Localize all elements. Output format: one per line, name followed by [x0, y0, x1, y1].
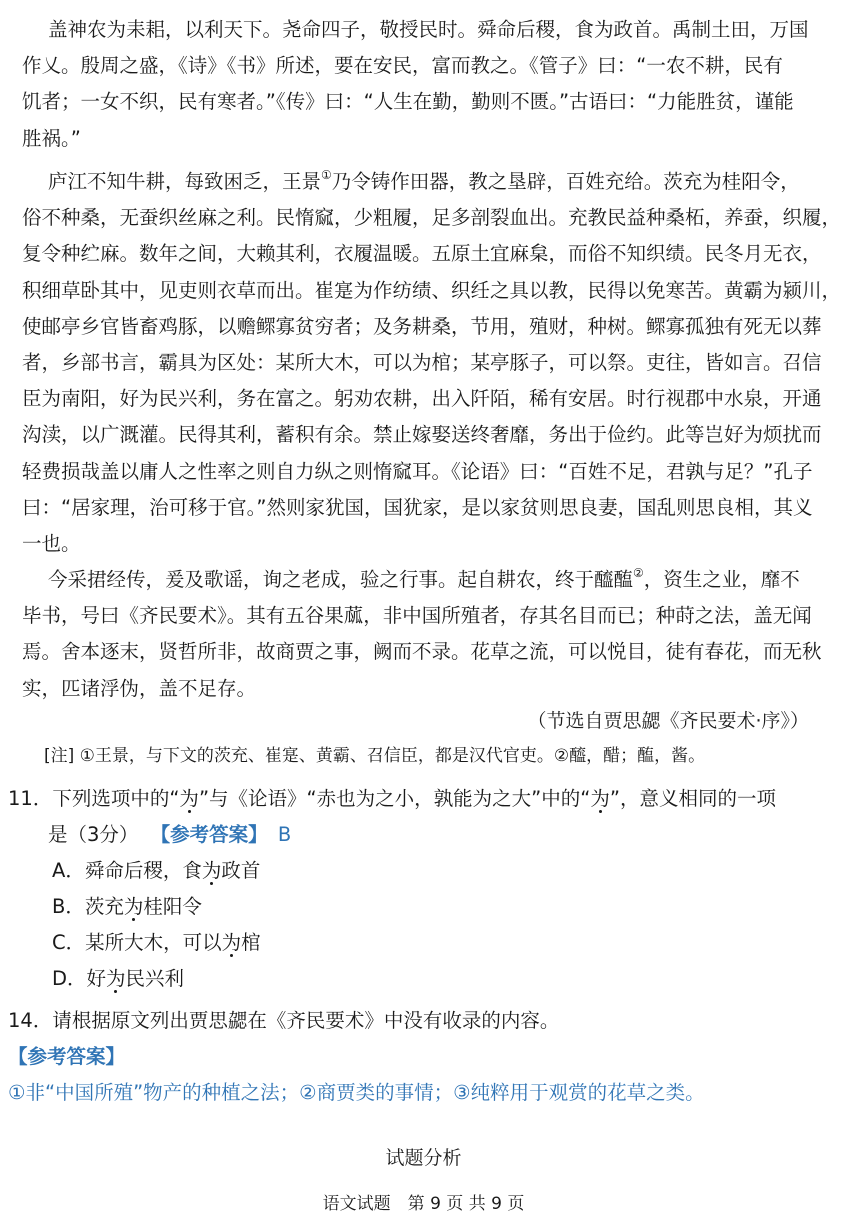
line-text: 者，乡部书言，霸具为区处：某所大木，可以为棺；某亭豚子，可以祭。吏往，皆如言。召信 — [22, 351, 822, 375]
emphasis-char: 为 — [221, 931, 242, 954]
passage-line: 饥者；一女不织，民有寒者。”《传》曰：“人生在勤，勤则不匮。”古语曰：“力能胜贫，谨能 — [22, 90, 794, 114]
passage-line — [22, 555, 828, 598]
line-text: 焉。舍本逐末，贤哲所非，故商贾之事，阙而不录。花草之流，可以悦目，徒有春花，而无秋 — [22, 640, 822, 664]
line-text: 曰：“居家理，治可移于官。”然则家犹国，国犹家，是以家贫则思良妻，国乱则思良相，其义 — [22, 495, 813, 519]
passage-line — [22, 345, 828, 381]
passage-line — [22, 490, 828, 526]
passage-line: 作乂。殷周之盛，《诗》《书》所述，要在安民，富而教之。《管子》曰：“一农不耕，民有 — [22, 54, 783, 78]
emphasis-char: 为 — [590, 787, 610, 810]
option-d — [52, 962, 184, 996]
emphasis-char: 为 — [201, 859, 222, 882]
passage-line — [22, 381, 828, 417]
line-text: 乃令铸作田器，教之垦辟，百姓充给。茨充为桂阳令， — [331, 170, 800, 193]
line-text: 沟渎，以广溉灌。民得其利，蓄积有余。禁止嫁娶送终奢靡，务出于俭约。此等岂好为烦扰而 — [22, 423, 822, 447]
line-text: 臣为南阳，好为民兴利，务在富之。躬劝农耕，出入阡陌，稀有安居。时行视郡中水泉，开通 — [22, 387, 822, 411]
emphasis-char: 为 — [106, 967, 126, 990]
line-text: 使邮亭乡官皆畜鸡豚，以赡鳏寡贫穷者；及务耕桑，节用，殖财，种树。鳏寡孤独有死无以葬 — [22, 314, 822, 338]
passage-line — [22, 454, 828, 490]
line-text: 庐江不知牛耕，每致困乏，王景 — [48, 170, 322, 193]
answer-label: 【参考答案】 — [150, 823, 268, 846]
option-text: C．某所大木，可以 — [52, 931, 222, 954]
passage-line — [22, 417, 828, 453]
page-footer: 语文试题 第 9 页 共 9 页 — [322, 1194, 525, 1214]
option-text: 政首 — [221, 859, 261, 882]
passage-line — [22, 157, 828, 200]
passage-line — [22, 236, 828, 272]
footnote-marker: ② — [633, 566, 644, 580]
passage-paragraph-2 — [22, 157, 842, 562]
emphasis-char: 为 — [179, 787, 199, 810]
line-text: 轻费损哉盖以庸人之性率之则自力纵之则惰窳耳。《论语》曰：“百姓不足，君孰与足？”孔子 — [22, 459, 813, 483]
line-text: 俗不种桑，无蚕织丝麻之利。民惰窳，少粗履，足多剖裂血出。充教民益种桑柘，养蚕，织履， — [22, 206, 842, 230]
footnote-marker: ① — [321, 168, 332, 182]
passage-line — [22, 598, 828, 634]
emphasis-char: 为 — [123, 895, 144, 918]
line-text: 毕书，号曰《齐民要术》。其有五谷果蓏，非中国所殖者，存其名目而已；种莳之法，盖无闻 — [22, 604, 812, 628]
passage-paragraph-3 — [22, 555, 828, 707]
question-14-answer: ①非“中国所殖”物产的种植之法；②商贾类的事情；③纯粹用于观赏的花草之类。 — [8, 1081, 705, 1104]
passage-line — [22, 273, 842, 309]
annotation-note: [注] ①王景，与下文的茨充、崔寔、黄霸、召信臣，都是汉代官吏。②醯，醋；醢，酱。 — [44, 746, 706, 766]
answer-value: B — [277, 823, 292, 846]
line-text: 复令种纻麻。数年之间，大赖其利，衣履温暖。五原土宜麻枲，而俗不知织绩。民冬月无衣， — [22, 242, 822, 266]
passage-line: 盖神农为耒耜，以利天下。尧命四子，敬授民时。舜命后稷，食为政首。禹制土田，万国 — [48, 18, 809, 41]
passage-line — [22, 309, 828, 345]
line-text: 一也。 — [22, 532, 81, 556]
option-text: 民兴利 — [125, 967, 185, 990]
analysis-title: 试题分析 — [385, 1147, 462, 1169]
question-14-answer-label: 【参考答案】 — [8, 1045, 126, 1068]
question-11-line-2: 是（3分） 【参考答案】 B — [48, 823, 292, 846]
option-b — [52, 890, 202, 924]
passage-line — [22, 200, 842, 236]
passage-paragraph-1 — [22, 12, 828, 157]
line-text: ，资生之业，靡不 — [643, 568, 800, 591]
option-c — [52, 926, 261, 960]
option-text: 棺 — [241, 931, 261, 954]
line-text: 积细草卧其中，见吏则衣草而出。崔寔为作纺绩、织纴之具以教，民得以免寒苦。黄霸为颍川， — [22, 278, 842, 302]
passage-line: 胜祸。” — [22, 126, 81, 150]
option-text: 桂阳令 — [143, 895, 202, 918]
passage-line — [22, 634, 828, 670]
source-citation: （节选自贾思勰《齐民要术·序》） — [527, 710, 809, 732]
question-11-line-1: 11．下列选项中的“为”与《论语》“赤也为之小，孰能为之大”中的“为”，意义相同的一项 — [8, 787, 776, 810]
option-a — [52, 854, 260, 888]
passage-line — [22, 671, 828, 707]
line-text: 今采捃经传，爰及歌谣，询之老成，验之行事。起自耕农，终于醯醢 — [48, 568, 634, 591]
line-text: 实，匹诸浮伪，盖不足存。 — [22, 676, 257, 700]
option-text: A．舜命后稷，食 — [52, 859, 202, 882]
option-text: B．茨充 — [52, 895, 124, 918]
option-text: D．好 — [52, 967, 107, 990]
question-14: 14．请根据原文列出贾思勰在《齐民要术》中没有收录的内容。 — [8, 1009, 560, 1032]
